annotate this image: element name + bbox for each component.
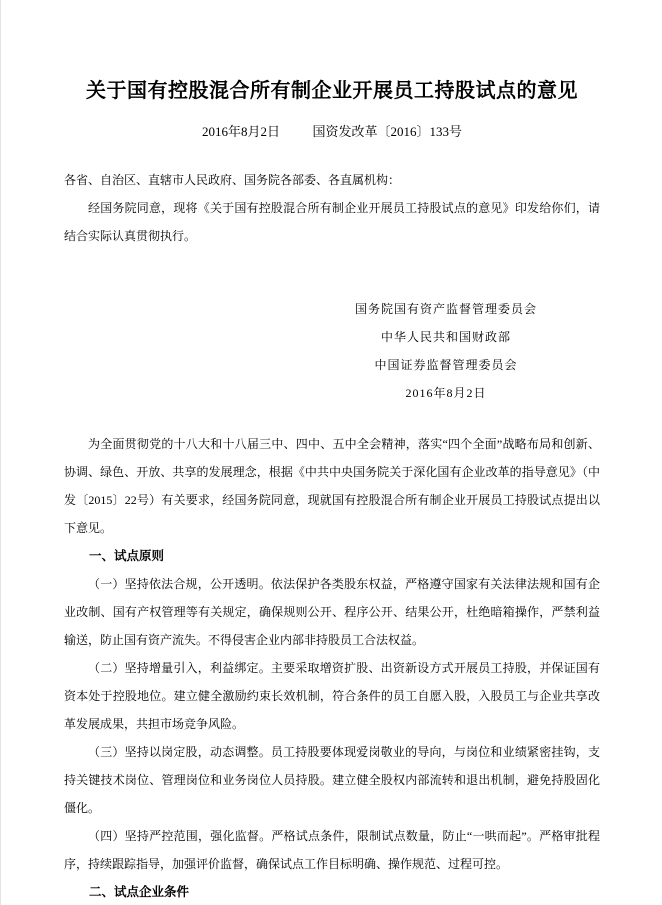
principle-paragraph-2: （二）坚持增量引入，利益绑定。主要采取增资扩股、出资新设方式开展员工持股，并保证国有资本处于控股地位。建立健全激励约束长效机制，符合条件的员工自愿入股，入股员工与企业共享改革发展成果，共担市场竞争风险。	[64, 661, 600, 731]
forwarding-paragraph: 经国务院同意，现将《关于国有控股混合所有制企业开展员工持股试点的意见》印发给你们，请结合实际认真贯彻执行。	[64, 201, 600, 243]
principle-paragraph-1: （一）坚持依法合规，公开透明。依法保护各类股东权益，严格遵守国家有关法律法规和国有企业改制、国有产权管理等有关规定，确保规则公开、程序公开、结果公开，杜绝暗箱操作，严禁利益输送，防止国有资产流失。不得侵害企业内部非持股员工合法权益。	[64, 577, 600, 647]
issuer-line: 国务院国有资产监督管理委员会	[354, 302, 537, 316]
preamble-paragraph: 为全面贯彻党的十八大和十八届三中、四中、五中全会精神，落实“四个全面”战略布局和创新、协调、绿色、开放、共享的发展理念，根据《中共中央国务院关于深化国有企业改革的指导意见》（中发〔2015〕22号）有关要求，经国务院同意，现就国有控股混合所有制企业开展员工持股试点提出以下意见。	[64, 437, 600, 535]
issuer-line: 中国证券监督管理委员会	[374, 358, 518, 372]
document-date: 2016年8月2日	[201, 124, 280, 139]
principle-paragraph-3: （三）坚持以岗定股，动态调整。员工持股要体现爱岗敬业的导向，与岗位和业绩紧密挂钩，支持关键技术岗位、管理岗位和业务岗位人员持股。建立健全股权内部流转和退出机制，避免持股固化僵化。	[64, 745, 600, 815]
document-meta-line	[64, 122, 600, 142]
principle-paragraph-4: （四）坚持严控范围，强化监督。严格试点条件，限制试点数量，防止“一哄而起”。严格审批程序，持续跟踪指导，加强评价监督，确保试点工作目标明确、操作规范、过程可控。	[64, 829, 600, 871]
section-heading-1: 一、试点原则	[89, 549, 165, 563]
signature-block	[355, 295, 537, 407]
signature-date: 2016年8月2日	[405, 386, 487, 400]
document-title: 关于国有控股混合所有制企业开展员工持股试点的意见	[86, 80, 578, 102]
section-heading-2: 二、试点企业条件	[89, 885, 190, 899]
issuer-line: 中华人民共和国财政部	[380, 330, 511, 344]
document-body	[64, 166, 600, 905]
document-number: 国资发改革〔2016〕133号	[312, 124, 463, 139]
salutation: 各省、自治区、直辖市人民政府、国务院各部委、各直属机构：	[64, 173, 401, 187]
